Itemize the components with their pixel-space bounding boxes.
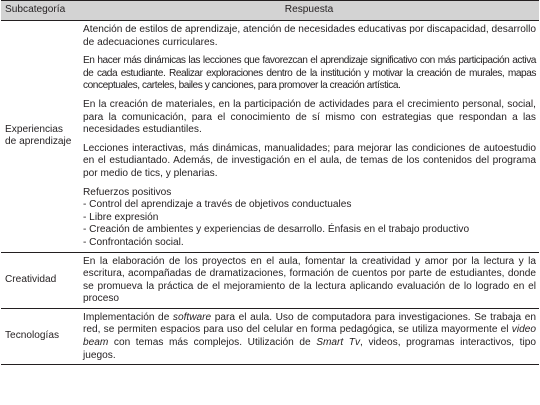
header-subcategory: Subcategoría bbox=[1, 1, 79, 21]
row-response bbox=[79, 308, 539, 364]
row-category: Creatividad bbox=[1, 252, 79, 308]
response-paragraph: En la elaboración de los proyectos en el aula, fomentar la creatividad y amor por la lectura y la escritura, acompañadas de dramatizaciones, formación de cuentos por parte de estudiantes, donde se promueva la práctica de el mejoramiento de la lectura aplicando evaluación de lo logrado en el proceso bbox=[83, 255, 536, 305]
list-title: Refuerzos positivos bbox=[83, 186, 172, 198]
row-response bbox=[79, 252, 539, 308]
row-category: Tecnologías bbox=[1, 308, 79, 364]
response-paragraph bbox=[83, 312, 536, 362]
response-list bbox=[83, 187, 536, 250]
list-item: - Libre expresión bbox=[83, 211, 159, 223]
text-run-italic: software bbox=[172, 311, 212, 323]
response-paragraph: Atención de estilos de aprendizaje, atención de necesidades educativas por discapacidad, desarrollo de adecuaciones curriculares. bbox=[83, 24, 536, 48]
row-response bbox=[79, 21, 539, 253]
text-run-italic: video beam bbox=[83, 324, 536, 349]
list-item: - Control del aprendizaje a través de objetivos conductuales bbox=[83, 199, 352, 211]
header-response: Respuesta bbox=[79, 1, 539, 21]
response-paragraph: En la creación de materiales, en la participación de actividades para el crecimiento personal, social, para la comunicación, para el conocimiento de sí mismo con estrategias que respondan a las necesidades estudiantiles. bbox=[83, 98, 536, 136]
response-paragraph: En hacer más dinámicas las lecciones que favorezcan el aprendizaje significativo con más participación activa de cada estudiante. Realizar exploraciones dentro de la institución y motivar la creación de murales, mapas conceptuales, carteles, bailes y canciones, para promover la creación artística. bbox=[83, 55, 536, 92]
list-item: - Creación de ambientes y experiencias de desarrollo. Énfasis en el trabajo productivo bbox=[83, 224, 470, 236]
text-run: Implementación de bbox=[83, 311, 173, 323]
table-row bbox=[1, 21, 539, 253]
text-run-italic: Smart Tv bbox=[316, 337, 361, 349]
table-row bbox=[1, 308, 539, 364]
list-item: - Confrontación social. bbox=[83, 236, 184, 248]
row-category: Experiencias de aprendizaje bbox=[5, 123, 72, 148]
text-run: con temas más complejos. Utilización de bbox=[108, 337, 317, 349]
table-header-row bbox=[1, 1, 539, 21]
response-paragraph: Lecciones interactivas, más dinámicas, manualidades; para mejorar las condiciones de autoestudio en el estudiantado. Además, de investigación en el aula, de temas de los contenidos del programa por medio de tics, y plenarias. bbox=[83, 142, 536, 179]
responses-table bbox=[1, 0, 539, 365]
bullet-list bbox=[83, 199, 536, 249]
text-run: para el aula. Uso de computadora para investigaciones. Se trabaja en red, se permiten espacios para uso del celular en forma pedagógica, se utiliza mayormente el bbox=[83, 311, 536, 336]
table-row bbox=[1, 252, 539, 308]
text-run: , videos, programas interactivos, tipo juegos. bbox=[83, 337, 536, 361]
